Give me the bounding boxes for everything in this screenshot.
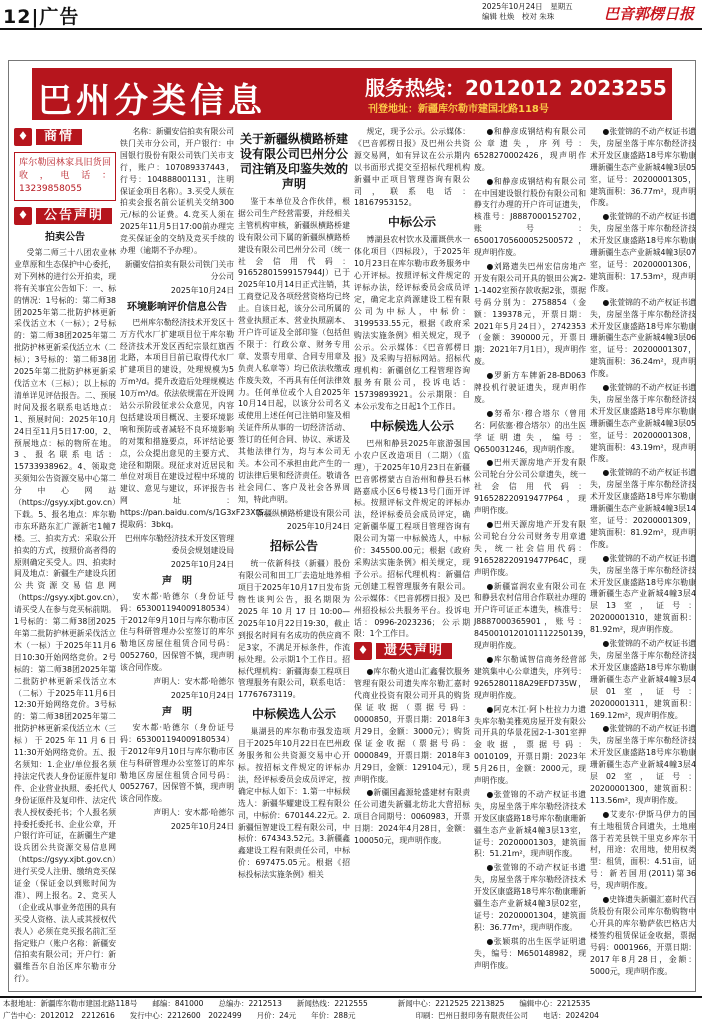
section-label: 公告声明: [36, 208, 112, 224]
section-label: 商情: [36, 129, 82, 145]
issue-meta: [482, 2, 573, 22]
lost-item: ●张萱锦的不动产权证书遗失，房屋坐落于库尔勒经济技术开发区康盛路18号库尔勒康珊新疆生态产业新城4幢3层13室，证号：20200001303，建筑面积：51.21m²，现声明作废。: [474, 789, 586, 859]
column-2: [120, 126, 271, 986]
eia-title: 环境影响评价信息公告: [127, 301, 227, 313]
lost-item: ●艾麦尔·伊斯马伊力的国有土地租赁合同遗失，土地座落于若羌县铁干里克乡库尔干村，用途：农用地，使用权类型：租赁，面积：4.51亩，证号：新若国用(2011)第36号，现声明作废。: [590, 809, 696, 891]
lost-item: ●张颖琪的出生医学证明遗失，编号：M650148982，现声明作废。: [474, 936, 586, 970]
lost-item: ●张萱锦的不动产权证书遗失，房屋坐落于库尔勒经济技术开发区康盛路18号库尔勒康珊新疆生态产业新城4幢3层02室，证号：20200001304，建筑面积：36.77m²，现声明作废。: [474, 863, 586, 932]
page-footer: [0, 996, 702, 1026]
footer-line-2: 广告中心：2012012 2212616 发行中心：2212600 2022499 月价：24元 年价：288元 印刷：巴州日报印务有限责任公司 电话：2024204: [3, 1011, 599, 1020]
tender-notice-body: 统一依新科技（新疆）股份有限公司和田工厂去造址地养相项目于2025年10月17日发布货物性谈判公告，报名期限为2025年10月17日10:00—2025年10月22日19:30，截止到报名时间有名成功的供应商不足3家，不满足开标条件，作流标处理。公示期1个工作日。招标代理机构：新疆海泰工程项目管理服务有限公司，联系电话：17767673119。: [238, 559, 350, 700]
lost-item: ●和静彦成钢结构有限公司公章遗失，序列号：6528270002426，现声明作废。: [474, 127, 586, 172]
column-1: [14, 126, 124, 986]
declaration-2-title: 声 明: [162, 706, 192, 718]
business-ad: 库尔勒园林家具旧货回收，电话：13239858055: [14, 152, 116, 201]
lost-item: ●张萱锦的不动产权证书遗失，房屋坐落于库尔勒经济技术开发区康盛路18号库尔勒康珊新疆生态产业新城4幢3层4层01室，证号：20200001311，建筑面积：169.12m²，现声明作废。: [590, 639, 696, 720]
newspaper-logo: 巴音郭楞日报: [604, 5, 695, 23]
candidate-notice-title: 中标候选人公示: [251, 707, 336, 722]
section-name: 广告: [39, 6, 80, 28]
column-6: [590, 126, 696, 986]
declaration-2-sign: 声明人：安木都·哈德尔: [153, 808, 234, 818]
auction-sign: 新疆安信拍卖有限公司铁门关市分公司: [124, 259, 234, 281]
column-3: [238, 126, 350, 986]
column-5: [474, 126, 591, 986]
page-number-section: 12|广告: [3, 6, 80, 28]
lost-item: ●新疆富润农业有限公司在和静县农村信用合作联社办理的开户许可证正本遗失，核准号：J8887000365901，账号：8450010120101112250139，现声明作废。: [474, 581, 591, 651]
lost-item: ●张萱锦的不动产权证书遗失，房屋坐落于库尔勒经济技术开发区康盛路18号库尔勒康珊新疆生态产业新城4幢3层4层02室，证号：20200001300，建筑面积：113.56m²，现声明作废。: [590, 724, 696, 805]
section-label: 遗失声明: [376, 643, 452, 659]
section-header-notice: [14, 207, 116, 225]
notice-icon: ♦: [14, 207, 32, 225]
cancellation-notice-title: 关于新疆纵横路桥建设有限公司巴州分公司注销及印鉴失效的声明: [239, 132, 348, 191]
lost-item: ●巴州天源房地产开发有限公司轮台分公司公章遗失，统一社会信用代码：916528220919477P64，现声明作废。: [474, 458, 586, 516]
banner-hotline: 服务热线：2012012 2023255: [365, 76, 667, 100]
lost-icon: ♦: [354, 642, 372, 660]
lost-item: ●张萱锦的不动产权证书遗失，房屋坐落于库尔勒经济技术开发区康盛路18号库尔勒康珊新疆生态产业新城4幢3层05室，证号：20200001305，建筑面积：36.77m²，现声明作废。: [590, 127, 696, 208]
lost-item: ●张萱锦的不动产权证书遗失，房屋坐落于库尔勒经济技术开发区康盛路18号库尔勒康珊新疆生态产业新城4幢3层06室，证号：20200001307，建筑面积：36.24m²，现声明作废。: [590, 297, 696, 379]
lost-item: ●和静彦成钢结构有限公司在中国建设银行股份有限公司和静支行办理的开户许可证遗失，核准号：J8887000152702，账号：65001705600052500572，现声明作废。: [474, 176, 586, 258]
declaration-2-date: 2025年10月24日: [170, 822, 234, 832]
issue-date: 2025年10月24日: [482, 2, 543, 11]
candidate-notice-cont: 规定，现予公示。公示媒体：《巴音郭楞日报》及巴州公共资源交易网，如有异议在公示期内以书面形式提交至招标代理机构新疆中正项目管理咨询有限公司，联系电话：18167953152。: [354, 127, 470, 208]
declaration-1-date: 2025年10月24日: [170, 690, 234, 700]
candidate-notice-2-body: 巴州和静县2025年旅游强国小农户区改造项目（二期）（监理），于2025年10月23日在新疆巴音郭楞蒙古自治州和静县石林路嘉成小区6号楼13号门面开评标。按照评标文件规定的评标办法，经评标委员会成员评定，确定新疆华厦工程项目管理咨询有限公司为第一中标候选人，中标价：345500.00元；根据《政府采购法实施条例》相关规定，现予公示。招标代理机构：新疆信元创建工程管理服务有限公司。公示媒体：《巴音郭楞日报》及巴州招投标公共服务平台。投诉电话：0996-2023236；公示期限：1个工作日。: [354, 438, 470, 639]
lost-item: ●库尔勒诚智信商务经营部建筑集中心公章遗失，序列号：9265280118A29EFD735W，现声明作废。: [474, 654, 586, 700]
eia-date: 2025年10月24日: [170, 559, 234, 569]
eia-body: 巴州库尔勒经济技术开发区十万方代水厂扩建项目位于库尔勒经济技术开发区西纪宗景红旗西北路，本项目目前已取得代水厂扩建项目的建设，处理规模为5万m³/d。提升改造后处理规模达10万m³/d。依法依规需在开设网站公示阶段征求公众意见，内容包括建设项目概况、主要环境影响和预防或者减轻不良环境影响的对策和措施要点，环评结论要点，公众提出意见的主要方式、途径和期限。现征求对近居民和单位对项目在建设过程中环境的建议、意见与建议，环评报告书网址：https://pan.baidu.com/s/1G3xF23XfS...提取码：3bkq。: [120, 317, 271, 530]
page-number: 12: [3, 6, 32, 28]
lost-item: ●张萱锦的不动产权证书遗失，房屋坐落于库尔勒经济技术开发区康盛路18号库尔勒康珊新疆生态产业新城4幢3层05室，证号：20200001308，建筑面积：43.19m²，现声明作废。: [590, 383, 696, 464]
declaration-2-body: 安木都·哈德尔（身份证号码：653001194009180534）于2012年9月10日与库尔勒市区住与科研管理办公室签订的库尔勒地区房屋住租赁合同号码：0052767，因保管不慎，现声明该合同作废。: [120, 722, 234, 804]
lost-item: ●张萱锦的不动产权证书遗失，房屋坐落于库尔勒经济技术开发区康盛路18号库尔勒康珊新疆生态产业新城4幢3层4层13室，证号：20200001310，建筑面积：81.92m²，现声明作废。: [590, 553, 696, 635]
lost-item: ●努希尔·穆合塔尔（曾用名：阿依塞·穆合塔尔）的出生医学证明遗失，编号：Q650031246，现声明作废。: [474, 408, 586, 454]
tender-notice-title: 招标公告: [269, 539, 318, 554]
issue-weekday: 星期五: [550, 2, 573, 11]
editor: 编辑 杜焕: [482, 12, 515, 21]
banner-title: 巴州分类信息: [38, 81, 266, 121]
lost-item: ●史锋遗失新疆汇嘉时代百货股份有限公司库尔勒购物中心开具的库尔勒萨依巴格店大楼签约租赁保证金收据，票据号码：0001966，开票日期：2017年8月28日，金额：5000元，现声明作废。: [590, 895, 696, 976]
footer-line-1: 本报地址：新疆库尔勒市建国北路118号 邮编：841000 总编办：2212513 新闻热线：2212555 新闻中心：2212525 2213825 编辑中心：2212535: [3, 999, 591, 1008]
declaration-1-body: 安木都·哈德尔（身份证号码：653001194009180534）于2012年9月10日与库尔勒市区住与科研管理办公室签订的库尔勒地区房屋住租赁合同号码：0052760，因保管不慎，现声明该合同作废。: [120, 591, 234, 673]
banner-address: 刊登地址：新疆库尔勒市建国北路118号: [368, 104, 549, 115]
column-4: [354, 126, 470, 986]
candidate-notice-2-title: 中标候选人公示: [369, 418, 454, 433]
lost-item: ●罗新方车牌新28-BD063牌投机行驶证遗失，现声明作废。: [474, 371, 586, 404]
cancellation-notice-date: 2025年10月24日: [286, 522, 350, 532]
lost-item: ●库尔勒火道山汇鑫餐饮服务管理有限公司遗失库尔勒汇嘉时代商业投资有限公司开具的购货保证收据（票据号码：0000850，开票日期：2018年3月29日，金额：3000元）；购货保证金收据（票据号码：0000849，开票日期：2018年3月29日，金额：129104元），现声明作废。: [354, 667, 470, 784]
lost-item: ●张萱锦的不动产权证书遗失，房屋坐落于库尔勒经济技术开发区康盛路18号库尔勒康珊新疆生态产业新城4幢3层14室，证号：20200001309，建筑面积：81.92m²，现声明作废。: [590, 468, 696, 549]
page-header: [0, 0, 702, 30]
cancellation-notice-sign: 新疆纵横路桥建设有限公司: [256, 508, 350, 518]
lost-item: ●巴州天源房地产开发有限公司轮台分公司财务专用章遗失，统一社会信用代码：916528220919477P64C，现声明作废。: [474, 520, 586, 577]
auction-date: 2025年10月24日: [170, 285, 234, 295]
lost-item: ●阿克木江·阿卜杜拉力力遗失库尔勒美雅苑房屋开发有限公司开具的华景花园2-1-301室押金收据，票据号码：0010109，开票日期：2023年5月26日，金额：2000元，现声明作废。: [474, 704, 586, 786]
cancellation-notice-body: 鉴于本单位及合作伙伴，根据公司生产经营需要，并经相关主管机构审核，新疆纵横路桥建设有限公司下属的新疆纵横路桥建设有限公司巴州分公司（统一社会信用代码：91652801599157944J）已于2025年10月14日正式注销，其工商登记及各项经营资格均已终止。自该日起，该分公司所属的营业执照正本、营业执照副本、开户许可证及全部印鉴（包括但不限于：行政公章、财务专用章、发票专用章、合同专用章及负责人私章等）均已依法收缴或作废失效，不再具有任何法律效力。任何单位或个人自2025年10月14日起，以该分公司名义或使用上述任何已注销印鉴及相关证件所从事的一切经济活动、签订的任何合同、协议、承诺及其他法律行为，均与本公司无关。本公司不承担由此产生的一切法律后果和经济责任。敬请各社会同仁、客户及社会各界周知，特此声明。: [238, 197, 350, 504]
lost-item: ●张萱锦的不动产权证书遗失，房屋坐落于库尔勒经济技术开发区康盛路18号库尔勒康珊新疆生态产业新城4幢3层07室，证号：20200001306，建筑面积：17.53m²，现声明作废。: [590, 212, 696, 293]
lost-item: ●刘路遗失巴州宏信房地产开发有限公司开具的银田公寓2-1-1402室预存款收据2张，票据号码分别为：2758854（金额：139378元，开票日期：2021年5月24日），2742353（金额：390000元，开票日期：2021年7月1日），现声明作废。: [474, 261, 586, 367]
auction-body: 受第二师三十八团农业林业草原和生态保护中心委托，对下列林的进行公开拍卖，现将有关事宜公告如下：一、标的情况：1号标的：第二师38团2025年第二批防护林更新采伐活立木（一标）；2号标的：第二师38团2025年第二批防护林更新采伐活立木（二标）；3号标的：第二师38团2025年第二批防护林更新采伐活立木（三标）；以上标的清单详见评估报告。二、预展时间及报名联系电话地点：1、预展时间：2025年10月24日至11月5日17:00，2、预展地点：标的物所在地。3、报名联系电话：15733938962。4、领取竞买须知公告资源交易中心第二分中心网站（https://gsyy.xjbt.gov.cn）下载。5、报名地点：库尔勒市东环路东汇广源新宅1幢7楼。三、拍卖方式：采取公开拍卖的方式，按照价高者得的原则确定买受人。四、拍卖时间及地点：新疆生产建设兵团公共资源交易信息网（https://gsyy.xjbt.gov.cn），请买受人在参与竞买标前期。1号标的：第二师38团2025年第二批防护林更新采伐活立木（一标）于2025年11月6日10:30开始网络竞价。2号标的：第二师38团2025年第二批防护林更新采伐活立木（二标）于2025年11月6日12:30开始网络竞价。3号标的：第二师38团2025年第二批防护林更新采伐活立木（三标）于2025年11月6日11:30开始网络竞价。五、报名须知：1.企业/单位报名须持法定代表人身份证原件复印件、企业营业执照、委托代人身份证原件及复印件、法定代表人授权委托书；个人报名须持委托委托书、企业公章，开户银行许可证，在新疆生产建设兵团公共资源交易信息网（https://gsyy.xjbt.gov.cn）进行买受人注册、缴纳竞买保证金（保证金以到账时间为准）、网上报名。2、竞买人（企业或从事业务范围的具有买受人资格、法人或其授权代表人）必须在竞买报名前汇至指定账户（账户名称：新疆安信拍卖有限公司；开户行：新疆维吾尔自治区库尔勒市分行）。: [14, 248, 124, 984]
proofreader: 校对 朱珠: [521, 12, 555, 21]
section-header-business: [14, 128, 116, 146]
candidate-notice-body: 巢湖县的库尔勒市强发造项目于2025年10月22日在巴州政务服务和公共资源交易中心开标。按招标文件规定的评标办法，经评标委员会成员评定，按确定中标人如下：1.第一中标候选人：新疆华耀建设工程有限公司，中标价：670144.22元。2.新疆恒智建设工程有限公司，中标价：674343.52元。3.新疆鑫鑫建设工程有限责任公司，中标价：697475.05元。根据《招标投标法实施条例》相关: [238, 727, 350, 880]
section-header-lost: [354, 642, 470, 660]
auction-title: 拍卖公告: [45, 232, 85, 243]
award-notice-body: 博湖县农村饮水及灌溉供水一体化项目（四标段），于2025年10月23日在库尔勒市政务服务中心开评标。按照评标文件规定的评标办法，经评标委员会成员评定，确定北京尚源建设工程有限公司为中标人，中标价：3199533.55元，根据《政府采购法实施条例》相关规定，现予公示。公示媒体：《巴音郭楞日报》及采购与招标网站。招标代理机构：新疆创亿工程管理咨询服务有限公司，投诉电话：15739893921。公示期限：自本公示发布之日起1个工作日。: [354, 235, 470, 412]
lost-item: ●新疆国鑫源轮盛建材有限责任公司遗失新疆北纺北大营招标项目合同期号：0060983，开票日期：2024年4月28日，金额：100050元，现声明作废。: [354, 788, 470, 846]
auction-body-cont: 名称：新疆安信拍卖有限公司铁门关市分公司，开户银行：中国银行股份有限公司铁门关市支行，账户：107089337443，行号：104888001131，注明保证金项目名称）。3.买受人须在拍卖会报名前公证机关交纳300元/标的公证费。4.竞买人须在2025年11月5日17:00前办理完竞买保证金的交纳及竞买手续的办理（逾期不予办理）。: [120, 127, 234, 256]
declaration-1-sign: 声明人：安木都·哈德尔: [153, 677, 234, 687]
declaration-1-title: 声 明: [162, 575, 192, 587]
business-icon: ♦: [14, 128, 32, 146]
eia-sign: 巴州库尔勒经济技术开发区管理委员会规划建设局: [124, 534, 234, 555]
award-notice-title: 中标公示: [387, 215, 436, 230]
